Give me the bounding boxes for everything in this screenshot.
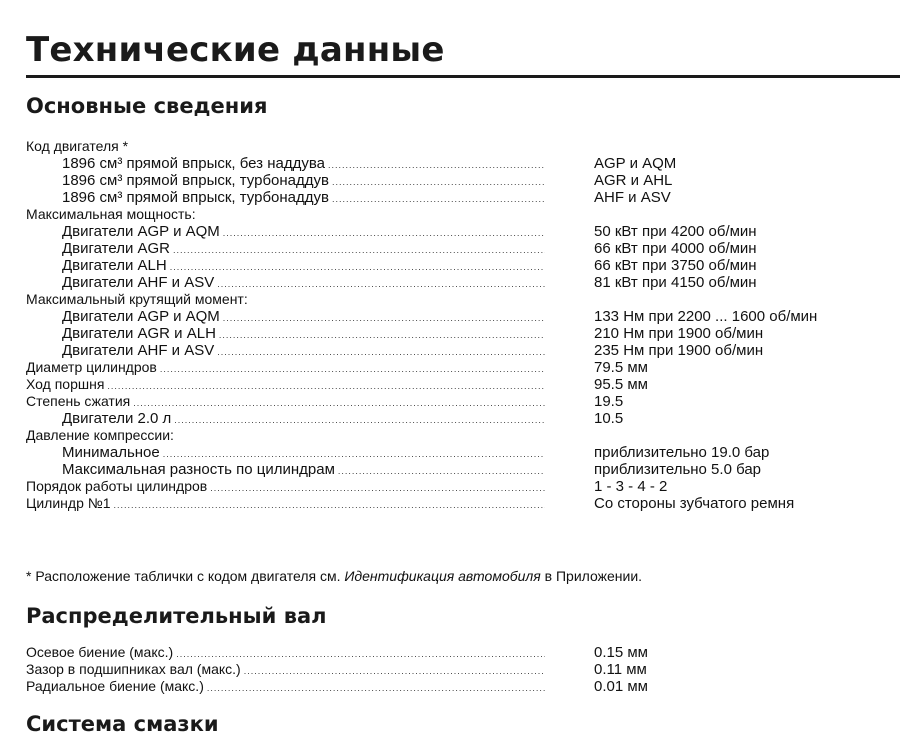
footnote-text: * Расположение таблички с кодом двигателя см. [26,568,345,584]
spec-row [26,257,900,274]
spec-list-camshaft [26,644,900,695]
spec-label: Радиальное биение (макс.) [26,678,204,694]
spec-value: 0.15 мм [594,644,648,661]
spec-row [26,410,900,427]
spec-label: Двигатели AGP и AQM [62,308,220,325]
spec-label: Код двигателя * [26,138,129,154]
spec-label: Максимальная мощность: [26,206,196,222]
spec-row [26,644,900,661]
spec-label: Двигатели 2.0 л [62,410,172,427]
spec-label: Двигатели AHF и ASV [62,274,215,291]
spec-value: 95.5 мм [594,376,648,393]
spec-row [26,393,900,410]
spec-row [26,155,900,172]
spec-label: Осевое биение (макс.) [26,644,174,660]
spec-label: Максимальная разность по цилиндрам [62,461,335,478]
dot-leader [207,680,545,697]
spec-row [26,444,900,461]
title-divider [26,75,900,78]
spec-row [26,138,900,155]
spec-label: Максимальный крутящий момент: [26,291,248,307]
spec-value: 0.01 мм [594,678,648,695]
dot-leader [114,497,545,514]
spec-row-left [26,427,549,444]
spec-label: Степень сжатия [26,393,131,409]
spec-label: Порядок работы цилиндров [26,478,208,494]
spec-label: 1896 см³ прямой впрыск, турбонаддув [62,172,329,189]
spec-label: Двигатели AGR [62,240,171,257]
spec-value: 81 кВт при 4150 об/мин [594,274,757,291]
spec-row [26,223,900,240]
spec-value: 1 - 3 - 4 - 2 [594,478,668,495]
spec-row [26,495,900,512]
spec-row [26,274,900,291]
footnote [26,568,642,584]
spec-row [26,678,900,695]
spec-row [26,189,900,206]
section-heading-basic-info: Основные сведения [26,94,268,118]
spec-row [26,291,900,308]
spec-label: Зазор в подшипниках вал (макс.) [26,661,241,677]
spec-label: Двигатели AHF и ASV [62,342,215,359]
spec-value: 79.5 мм [594,359,648,376]
spec-value: 235 Нм при 1900 об/мин [594,342,764,359]
spec-row [26,172,900,189]
spec-value: 210 Нм при 1900 об/мин [594,325,764,342]
spec-value: 50 кВт при 4200 об/мин [594,223,757,240]
spec-value: 19.5 [594,393,624,410]
spec-row-left [26,678,549,697]
spec-label: Диаметр цилиндров [26,359,157,375]
spec-value: 66 кВт при 3750 об/мин [594,257,757,274]
spec-row [26,461,900,478]
spec-row [26,376,900,393]
spec-label: Двигатели AGR и ALH [62,325,216,342]
spec-value: Со стороны зубчатого ремня [594,495,795,512]
spec-list-basic-info [26,138,900,512]
spec-label: 1896 см³ прямой впрыск, без наддува [62,155,325,172]
spec-value: AGP и AQM [594,155,677,172]
spec-value: 0.11 мм [594,661,647,678]
spec-row-left [26,291,549,308]
spec-value: AGR и AHL [594,172,673,189]
spec-row [26,478,900,495]
spec-row [26,427,900,444]
spec-row [26,661,900,678]
spec-value: 133 Нм при 2200 ... 1600 об/мин [594,308,818,325]
spec-label: Ход поршня [26,376,105,392]
spec-value: 10.5 [594,410,624,427]
spec-value: 66 кВт при 4000 об/мин [594,240,757,257]
spec-label: Цилиндр №1 [26,495,111,511]
section-heading-lubrication: Система смазки [26,712,219,736]
spec-label: Минимальное [62,444,160,461]
spec-value: AHF и ASV [594,189,671,206]
spec-row [26,308,900,325]
spec-row [26,206,900,223]
section-heading-camshaft: Распределительный вал [26,604,327,628]
spec-row-left [26,206,549,223]
spec-value: приблизительно 5.0 бар [594,461,762,478]
spec-row [26,342,900,359]
spec-label: 1896 см³ прямой впрыск, турбонаддув [62,189,329,206]
spec-label: Двигатели AGP и AQM [62,223,220,240]
spec-row [26,359,900,376]
spec-label: Давление компрессии: [26,427,174,443]
page-title: Технические данные [26,30,445,70]
spec-row-left [26,138,549,155]
spec-row [26,240,900,257]
spec-value: приблизительно 19.0 бар [594,444,770,461]
spec-label: Двигатели ALH [62,257,167,274]
footnote-suffix: в Приложении. [540,568,643,584]
spec-row [26,325,900,342]
spec-row-left [26,495,549,514]
footnote-emphasis: Идентификация автомобиля [344,568,541,584]
